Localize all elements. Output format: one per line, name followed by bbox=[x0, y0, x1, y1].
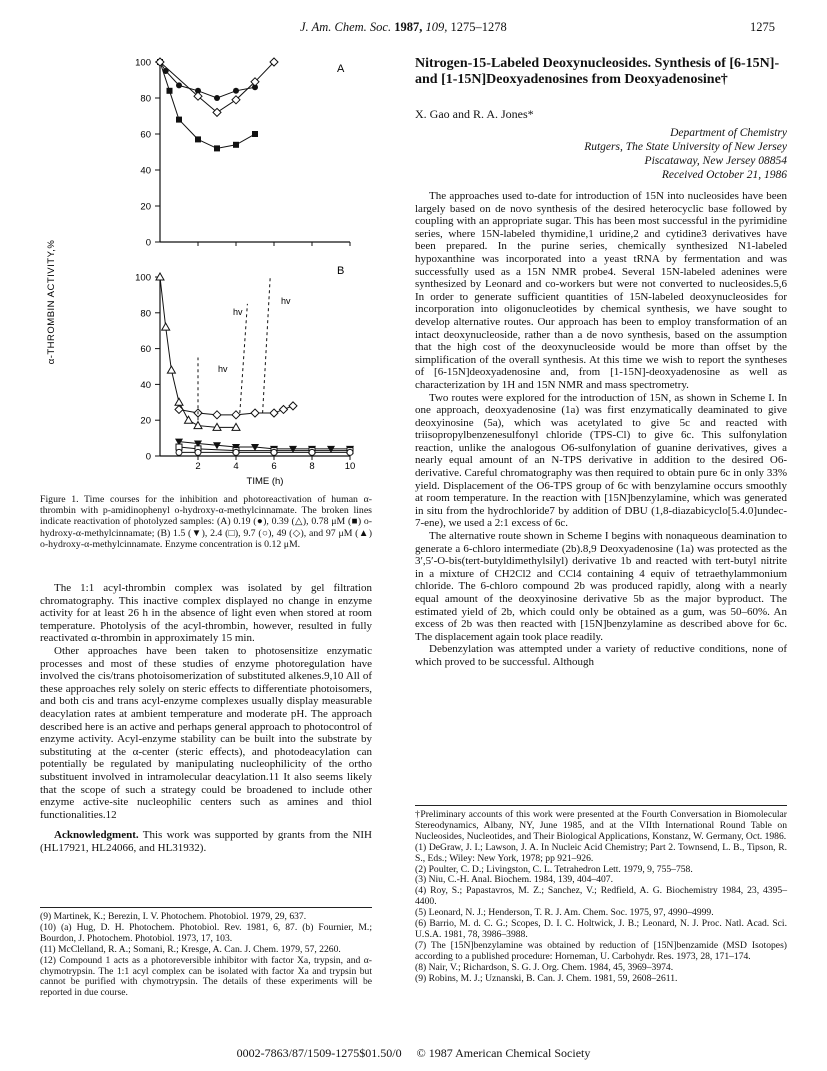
reference-item: (10) (a) Hug, D. H. Photochem. Photobiol. Rev. 1981, 6, 87. (b) Fournier, M.; Bourdon, J. Photochem. Photobiol. 1973, 17, 103. bbox=[40, 921, 372, 944]
data-point bbox=[251, 409, 259, 417]
y-tick-label: 100 bbox=[135, 272, 151, 284]
series-line bbox=[160, 62, 255, 98]
reference-item: (9) Martinek, K.; Berezin, I. V. Photochem. Photobiol. 1979, 29, 637. bbox=[40, 911, 307, 922]
acknowledgment: Acknowledgment. This work was supported by grants from the NIH (HL17921, HL24066, and HL31932). bbox=[40, 829, 373, 854]
y-axis-label: α-THROMBIN ACTIVITY,% bbox=[46, 239, 57, 365]
y-tick-label: 100 bbox=[135, 57, 151, 69]
right-paragraph-1: The approaches used to-date for introduction of 15N into nucleosides have been largely based on de novo synthesis of the desired heterocyclic base followed by coupling with an appropriate sugar. This has been most successful in the pyrimidine series, where 15N-labeled thymidine,1 uridine,2 and cytidine3 derivatives have been prepared. In the purine series, chemically synthesized N1-labeled hypoxanthine was incorporated into a yeast tRNA by fermentation and was successfully used as a 15N NMR probe4. Several 15N-labeled adenines were synthesized by Leonard and co-workers but were not converted to nucleosides.5,6 In order to generate sufficient quantities of 15N-labeled deoxynucleosides for incorporation into oligonucleotides by chemical synthesis, we have sought to develop alternative routes. Our approach has been to employ transformation of an intact deoxynucleoside, rather than a de novo synthesis, based on the assumption that the high cost of the deoxynucleoside would be more than offset by the simplification of the overall synthesis. At this time we wish to report the syntheses of [6-15N]deoxyadenosine and, from [1-15N]-deoxyadenosine as well as characterization by 1H and 15N NMR and mass spectrometry. bbox=[415, 190, 787, 391]
data-point bbox=[347, 449, 353, 455]
reactivation-line bbox=[263, 277, 271, 413]
x-tick-label: 2 bbox=[195, 461, 201, 472]
hv-label-1: hv bbox=[233, 307, 243, 317]
y-tick-label: 20 bbox=[140, 201, 151, 213]
hv-label-2: hv bbox=[281, 296, 291, 306]
data-point bbox=[233, 449, 239, 455]
reference-item: (5) Leonard, N. J.; Henderson, T. R. J. Am. Chem. Soc. 1975, 97, 4990–4999. bbox=[415, 907, 714, 919]
y-tick-label: 0 bbox=[145, 451, 151, 463]
reference-item: †Preliminary accounts of this work were presented at the Fourth Conversation in Biomolecular Stereodynamics, Albany, NY, June 1985, and at the VIIth International Round Table on Nucleosides, Nucleotides, and Their Biological Applications, Konstanz, W. Germany, Oct. 1986. bbox=[415, 809, 787, 842]
data-point bbox=[214, 145, 220, 151]
data-point bbox=[167, 88, 173, 94]
journal-citation: J. Am. Chem. Soc. 1987, 109, 1275–1278 bbox=[300, 20, 507, 34]
article-code: 0002-7863/87/1509-1275$01.50/0 bbox=[236, 1046, 402, 1060]
data-point bbox=[233, 88, 239, 94]
page-number: 1275 bbox=[750, 20, 775, 34]
data-point bbox=[309, 449, 315, 455]
reference-item: (11) McClelland, R. A.; Somani, R.; Kresge, A. Can. J. Chem. 1979, 57, 2260. bbox=[40, 943, 341, 955]
x-tick-label: 6 bbox=[271, 461, 277, 472]
y-tick-label: 60 bbox=[140, 129, 151, 141]
reference-item: (7) The [15N]benzylamine was obtained by reduction of [15N]benzamide (MSD Isotopes) according to a published procedure: Horneman, U. Carbohydr. Res. 1973, 28, 171–174. bbox=[415, 939, 787, 962]
data-point bbox=[175, 398, 183, 405]
data-point bbox=[214, 95, 220, 101]
reference-item: (6) Barrio, M. d. C. G.; Scopes, D. I. C. Holtwick, J. B.; Leonard, N. J. Proc. Natl. Acad. Sci. U.S.A. 1981, 78, 3986–3988. bbox=[415, 918, 787, 940]
copyright: © 1987 American Chemical Society bbox=[416, 1046, 591, 1060]
x-axis-label: TIME (h) bbox=[246, 476, 284, 487]
running-header bbox=[0, 20, 827, 42]
data-point bbox=[195, 449, 201, 455]
reference-item: (9) Robins, M. J.; Uznanski, B. Can. J. Chem. 1981, 59, 2608–2611. bbox=[415, 972, 678, 984]
y-tick-label: 80 bbox=[140, 93, 151, 105]
panel-a-label: A bbox=[337, 63, 345, 75]
data-point bbox=[270, 409, 278, 417]
right-paragraph-4: Debenzylation was attempted under a variety of reductive conditions, none of which proved to be successful. Although bbox=[415, 643, 787, 668]
reference-item: (2) Poulter, C. D.; Livingston, C. L. Tetrahedron Lett. 1979, 9, 755–758. bbox=[415, 863, 693, 875]
reference-item: (12) Compound 1 acts as a photoreversible inhibitor with factor Xa, trypsin, and α-chymotrypsin. The 1:1 acyl complex can be isolated with factor Xa and trypsin but cannot be purified with chymotrypsin. The details of these experiments will be reported in due course. bbox=[40, 954, 372, 999]
data-point bbox=[176, 449, 182, 455]
right-paragraph-2: Two routes were explored for the introduction of 15N, as shown in Scheme I. In one approach, deoxyadenosine (1a) was first enzymatically deaminated to give deoxyinosine (5a), which was acetylated to give 5c and reacted with triisopropylbenzenesulfonyl chloride (TPS-Cl) to give 6c. This sulfonylation reaction, unlike the analogous O6-sulfonylation of guanine derivatives, gives a nearly equal amount of an N-TPS derivative in addition to the desired O6-derivative. Careful chromatography was then required to obtain pure 6c in only 33% yield. Displacement of the O6-TPS group of 6c with benzylamine occurs smoothly at room temperature. In the reaction with [15N]benzylamine, which was generated in situ from the hydrochloride7 by addition of DBU (1,8-diazabicyclo[5.4.0]undec-7-ene), we used a 2:1 excess of 6c. bbox=[415, 391, 787, 530]
data-point bbox=[167, 366, 175, 373]
figure-caption: Figure 1. Time courses for the inhibition and photoreactivation of human α-thrombin with p-amidinophenyl o-hydroxy-α-methylcinnamate. The broken lines indicate reactivation of photolyzed samples: (A) 0.19 (●), 0.39 (△), 0.78 μM (■) o-hydroxy-α-methylcinnamate; (B) 1.5 (▼), 2.4 (□), 9.7 (○), 49 (◇), and 97 μM (▲) o-hydroxy-α-methylcinnamate. Enzyme concentration is 0.12 μM. bbox=[40, 494, 372, 550]
data-point bbox=[195, 136, 201, 142]
figure-axes bbox=[135, 58, 355, 473]
data-point bbox=[232, 411, 240, 419]
data-point bbox=[213, 411, 221, 419]
y-tick-label: 80 bbox=[140, 308, 151, 320]
data-point bbox=[176, 117, 182, 123]
reference-item: (4) Roy, S.; Papastavros, M. Z.; Sanchez, V.; Redfield, A. G. Biochemistry 1984, 23, 4395–4400. bbox=[415, 885, 787, 908]
right-paragraph-3: The alternative route shown in Scheme I begins with nonaqueous deamination to generate a 6-chloro intermediate (2b).8,9 Deoxyadenosine (1a) was protected as the 3′,5′-O-bis(tert-butyldimethylsilyl) derivative 1b and reacted with tert-butyl nitrite in a mixture of CH2Cl2 and CCl4 containing 4 equiv of tetraethylammonium chloride. The 6-chloro compound 2b was produced rapidly, along with a nearly equal amount of the deoxyinosine derivative 5b as the major byproduct. The estimated yield of 2b, which could only be obtained as a gum, was 50–60%. An excess of 2b was then reacted with [15N]benzylamine as described above for 6c. The displacement again took place readily. bbox=[415, 530, 787, 643]
hv-label-3: hv bbox=[218, 364, 228, 374]
data-point bbox=[280, 405, 288, 413]
left-references bbox=[40, 912, 372, 999]
x-tick-label: 4 bbox=[233, 461, 239, 472]
y-tick-label: 40 bbox=[140, 165, 151, 177]
y-tick-label: 60 bbox=[140, 344, 151, 356]
right-column bbox=[415, 190, 787, 669]
right-footnote-rule bbox=[415, 805, 787, 806]
data-point bbox=[194, 422, 202, 429]
left-column bbox=[40, 582, 372, 854]
series-line bbox=[179, 442, 350, 449]
panel-b-label: B bbox=[337, 265, 345, 277]
x-tick-label: 10 bbox=[344, 461, 356, 472]
reference-item: (8) Nair, V.; Richardson, S. G. J. Org. Chem. 1984, 45, 3969–3974. bbox=[415, 961, 674, 973]
data-point bbox=[252, 131, 258, 137]
series-line bbox=[160, 277, 236, 427]
right-references bbox=[415, 810, 787, 985]
left-paragraph-2: Other approaches have been taken to photosensitize enzymatic processes and most of these studies of enzyme photoregulation have involved the cis/trans photoisomerization of substituted alkenes.9,10 All of these approaches rely solely on steric effects to differentiate photoisomers, and both cis and trans acyl-enzyme complexes usually display measurable deacylation rates at ambient temperature and moderate pH. The approach described here is an active and perhaps general approach to photocontrol of enzyme activity. Acyl-enzyme stability can be built into the substrate by substituting at the α-center (steric effects), and photodeacylation can potentially be regulated by manipulating nucleophilicity of the ortho substituent involved in intramolecular deacylation.11 It also seems likely that the scope of such a strategy could be broadened to include other enzyme active-site nucleophilic centers such as amines and thiol functionalities.12 bbox=[40, 644, 373, 821]
x-tick-label: 8 bbox=[309, 461, 315, 472]
data-point bbox=[162, 323, 170, 330]
reference-item: (1) DeGraw, J. I.; Lawson, J. A. In Nucleic Acid Chemistry; Part 2. Townsend, L. B., Tipson, R. S., Eds.; Wiley: New York, 1978; pp 921–926. bbox=[415, 841, 787, 864]
data-point bbox=[176, 82, 182, 88]
left-paragraph-1: The 1:1 acyl-thrombin complex was isolated by gel filtration chromatography. This inactive complex displayed no change in enzyme activity for at least 26 h in the absence of light even when stored at room temperature. Photolysis of the acyl-thrombin, however, resulted in fully reactivated α-thrombin in approximately 15 min. bbox=[40, 582, 372, 645]
authors: X. Gao and R. A. Jones* bbox=[415, 107, 534, 121]
article-title: Nitrogen-15-Labeled Deoxynucleosides. Synthesis of [6-15N]- and [1-15N]Deoxyadenosines from Deoxyadenosine† bbox=[415, 56, 780, 87]
reference-item: (3) Niu, C.-H. Anal. Biochem. 1984, 139, 404–407. bbox=[415, 874, 613, 886]
y-tick-label: 20 bbox=[140, 415, 151, 427]
y-tick-label: 40 bbox=[140, 379, 151, 391]
figure-1 bbox=[40, 52, 380, 492]
left-footnote-rule bbox=[40, 907, 372, 908]
page-footer bbox=[0, 1046, 827, 1061]
figure-marks bbox=[156, 58, 354, 455]
data-point bbox=[289, 402, 297, 410]
data-point bbox=[233, 142, 239, 148]
y-tick-label: 0 bbox=[145, 237, 151, 249]
reactivation-line bbox=[240, 304, 248, 413]
data-point bbox=[185, 416, 193, 423]
data-point bbox=[271, 449, 277, 455]
affiliation: Department of Chemistry Rutgers, The State University of New Jersey Piscataway, New Jersey 08854 Received October 21, 1986 bbox=[584, 127, 787, 181]
